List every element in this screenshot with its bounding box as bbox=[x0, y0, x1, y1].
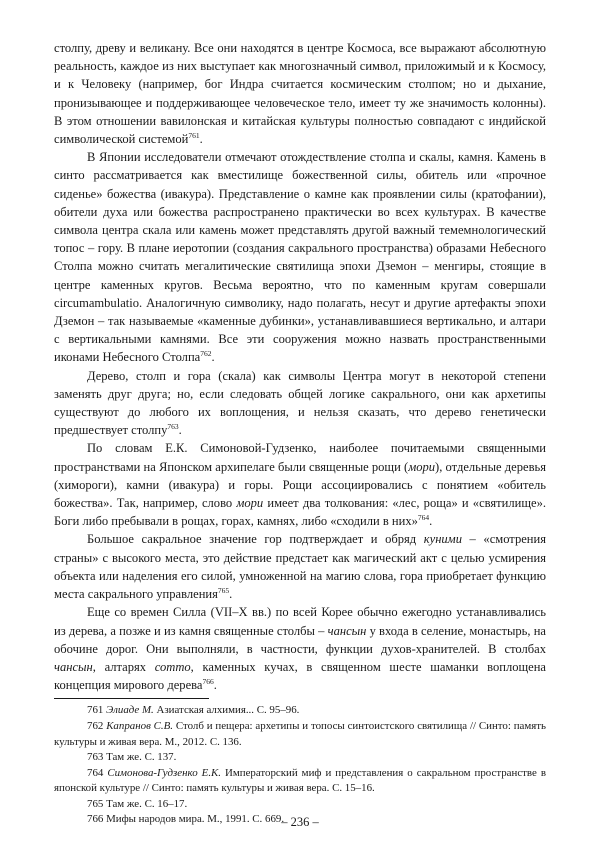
footnote-ref-761[interactable]: 761 bbox=[188, 130, 200, 140]
footnote-761: 761 Элиаде М. Азиатская алхимия... С. 95–96. bbox=[87, 704, 300, 717]
footnote-763: 763 Там же. С. 137. bbox=[87, 751, 177, 764]
footnotes bbox=[54, 703, 546, 828]
footnote-762: 762 Капранов С.В. Столб и пещера: архетипы и топосы синтоистского святилища // Синто: память культуры и живая вера. М., 2012. С. 136. bbox=[54, 719, 546, 748]
paragraph-1: столпу, древу и великану. Все они находятся в центре Космоса, все выражают абсолютную реальность, каждое из них выступает как многозначный символ, приложимый и к Космосу, и к Человеку (например, бог Индра считается космическим столпом; но и дыхание, пронизывающее и поддерживающее человеческое тело, имеет ту же значимость колонны). В этом отношении вавилонская и китайская культуры полностью совпадают с индийской символической системой$^{761}$. bbox=[54, 41, 546, 147]
footnote-ref-762[interactable]: 762 bbox=[200, 349, 212, 359]
footnote-765: 765 Там же. С. 16–17. bbox=[87, 797, 188, 810]
footnote-764: 764 Симонова-Гудзенко Е.К. Императорский миф и представления о сакральном пространстве в японской культуре // Синто: память культуры и живая вера. С. 15–16. bbox=[54, 766, 546, 795]
paragraph-4: По словам Е.К. Симоновой-Гудзенко, наиболее почитаемыми священными пространствами на Японском архипелаге были священные рощи (мори), отдельные деревья (химороги), камни (ивакура) и горы. Рощи ассоциировались с понятием «обитель божества». Так, например, слово мори имеет два толкования: «лес, роща» и «святилище». Боги либо пребывали в рощах, горах, камнях, либо «сходили в них»$^{764}$. bbox=[54, 441, 546, 529]
paragraph-6: Еще со времен Силла (VII–X вв.) по всей Корее обычно ежегодно устанавливались из дерева, а позже и из камня священные столбы – чансын у входа в селение, монастырь, на обочине дорог. Они выполняли, в частности, функции духов-хранителей. В столбах чансын, алтарях сотто, каменных кучах, в священном шесте шаманки воплощена концепция мирового дерева$^{766}$. bbox=[54, 605, 546, 693]
main-text bbox=[54, 39, 546, 694]
footnote-ref-764[interactable]: 764 bbox=[417, 513, 430, 523]
paragraph-2: В Японии исследователи отмечают отождествление столпа и скалы, камня. Камень в синто рассматривается как вместилище божественной силы, обитель или «прочное сиденье» божества (ивакура). Представление о камне как проявлении силы (кратофании), обители духа или божества распространено практически во всех культурах. В качестве символа центра скала или камень может представлять другой важный темемнологический топос – гору. В плане иеротопии (создания сакрального пространства) образами Небесного Столпа можно считать мегалитические святилища эпохи Дземон – менгиры, стоящие в центре каменных кругов. Весьма вероятно, что по каменным кругам совершали circumambulatio. Аналогичную символику, надо полагать, несут и другие артефакты эпохи Дземон – так называемые «каменные дубинки», устанавливавшиеся вертикально, и алтари с вертикальными камнями. Все эти сооружения можно назвать пространственными иконами Небесного Столпа$^{762}$. bbox=[54, 150, 546, 365]
footnote-766: 766 Мифы народов мира. М., 1991. С. 669. bbox=[87, 813, 285, 826]
footnote-ref-766[interactable]: 766 bbox=[202, 676, 214, 686]
page-number: – 236 – bbox=[281, 815, 319, 829]
footnote-ref-765[interactable]: 765 bbox=[217, 585, 230, 595]
footnote-ref-763[interactable]: 763 bbox=[167, 422, 179, 432]
footnote-divider bbox=[54, 698, 209, 699]
paragraph-5: Большое сакральное значение гор подтверждает и обряд куними – «смотрения страны» с высокого места, это действие предстает как магический акт с целью усмирения объекта или наделения его силой, умноженной на магию слова, гора приобретает функцию места сакрального управления$^{765}$. bbox=[54, 532, 546, 602]
paragraph-3: Дерево, столп и гора (скала) как символы Центра могут в некоторой степени заменять друг друга; но, если следовать общей логике сакрального, они как архетипы существуют до любого их воплощения, и нельзя сказать, что дерево генетически предшествует столпу$^{763}$. bbox=[54, 368, 546, 438]
